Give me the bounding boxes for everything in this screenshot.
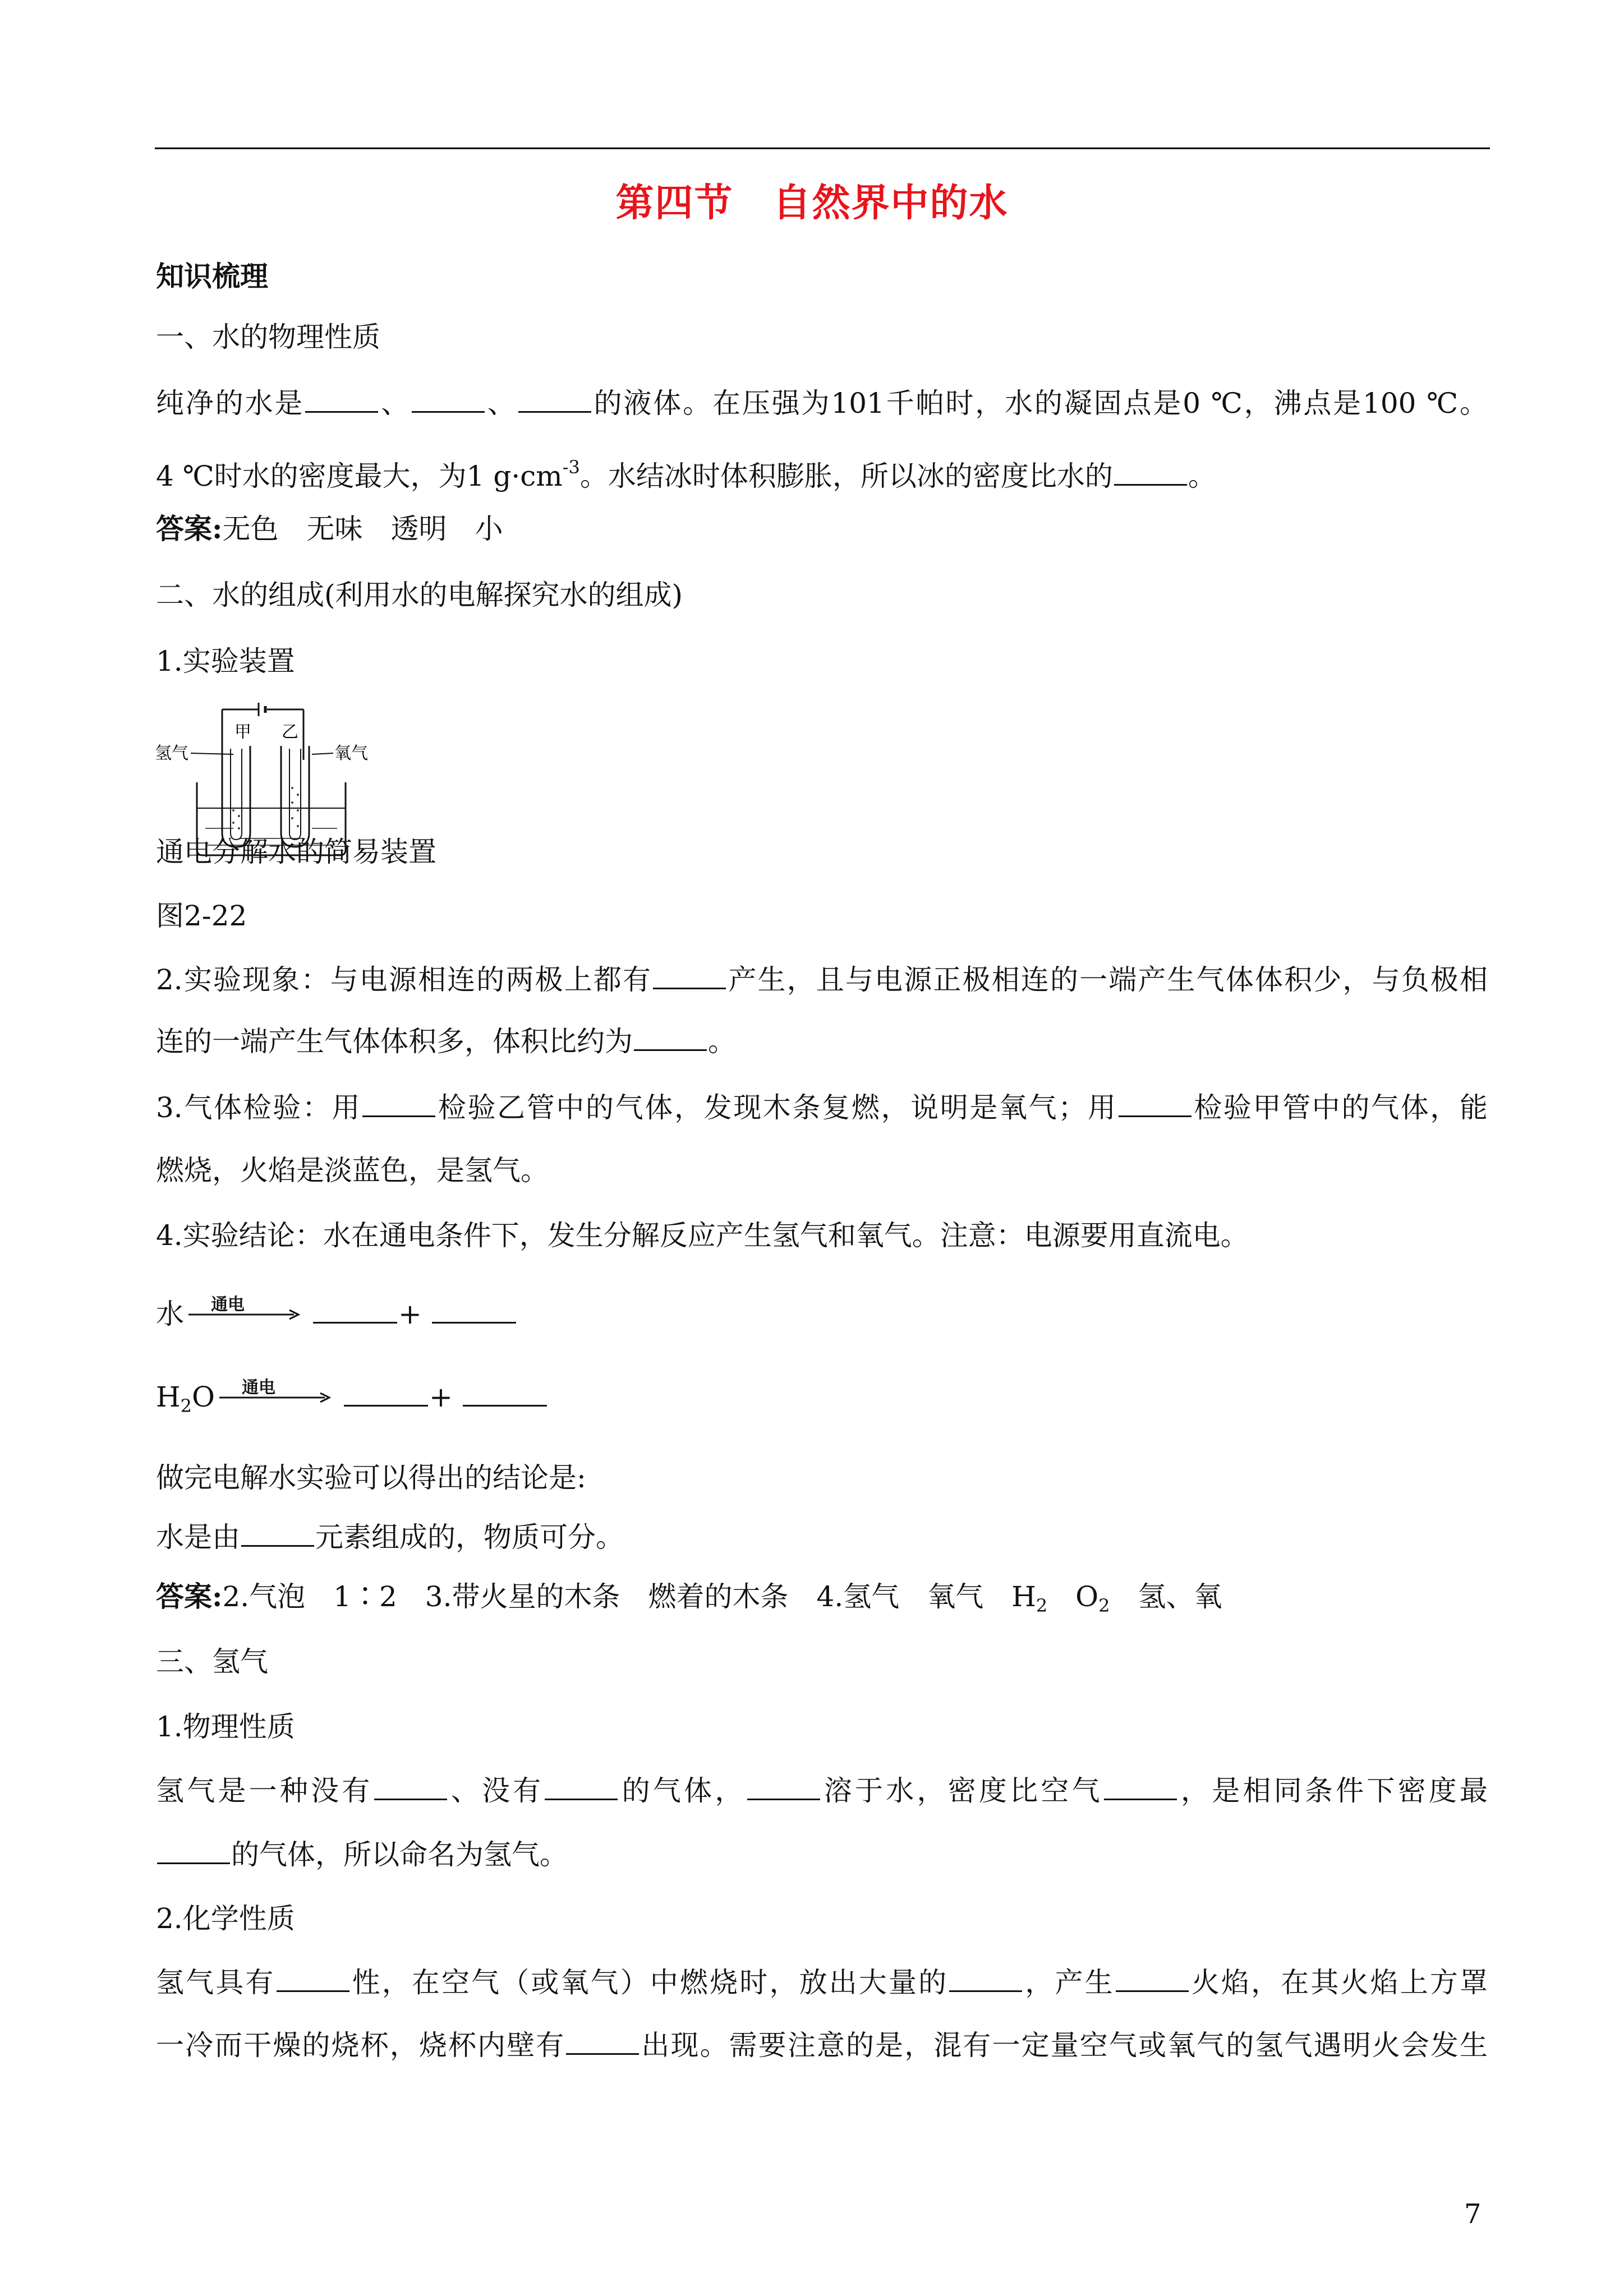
section-title-text: 自然界中的水 xyxy=(772,181,1009,225)
s1-l2-sup: -3 xyxy=(562,457,580,478)
s2-item2-text-b: 产生，且与电源正极相连的一端产生气体体积少，与负极相 xyxy=(727,963,1488,996)
conclusion-intro: 做完电解水实验可以得出的结论是: xyxy=(156,1461,586,1494)
section-title-number: 第四节 xyxy=(615,181,734,225)
conclusion xyxy=(156,1520,624,1555)
s1-line1 xyxy=(156,386,1488,421)
s1-line2 xyxy=(156,450,1216,494)
conclusion-text-b: 元素组成的，物质可分。 xyxy=(315,1521,624,1553)
s2-answer-a: 2.气泡 1∶2 3.带火星的木条 燃着的木条 4.氢气 氧气 H xyxy=(222,1580,1036,1613)
s3-p3-b: 性，在空气（或氧气）中燃烧时，放出大量的 xyxy=(350,1966,949,1999)
s3-p2 xyxy=(156,1837,568,1872)
fill-blank[interactable] xyxy=(305,408,378,413)
figure-caption: 通电分解水的简易装置 xyxy=(156,836,436,868)
fill-blank[interactable] xyxy=(1116,1987,1189,1992)
s3-p1-e: ，是相同条件下密度最 xyxy=(1177,1774,1488,1807)
chemical-equation xyxy=(156,1380,548,1423)
eq-condition: 通电 xyxy=(211,1295,245,1315)
s2-item4: 4.实验结论：水在通电条件下，发生分解反应产生氢气和氧气。注意：电源要用直流电。 xyxy=(156,1219,1249,1252)
fill-blank[interactable] xyxy=(463,1401,547,1407)
s1-l2-text-b: 。水结冰时体积膨胀，所以冰的密度比水的 xyxy=(579,460,1113,492)
s1-l1-text-a: 纯净的水是 xyxy=(156,387,305,419)
fill-blank[interactable] xyxy=(1114,481,1187,486)
reaction-arrow xyxy=(188,1297,301,1331)
s1-answer xyxy=(156,511,503,546)
fill-blank[interactable] xyxy=(949,1987,1022,1992)
s1-l1-sep2: 、 xyxy=(486,387,517,419)
page-number: 7 xyxy=(1464,2198,1482,2230)
s2-item2-text-c: 连的一端产生气体体积多，体积比约为 xyxy=(156,1025,633,1058)
fill-blank[interactable] xyxy=(747,1795,820,1800)
s3-p4-a: 一冷而干燥的烧杯，烧杯内壁有 xyxy=(156,2029,565,2062)
s2-item2-text-a: 2.实验现象：与电源相连的两极上都有 xyxy=(156,963,652,996)
s2-answer-c: 氢、氧 xyxy=(1110,1580,1222,1613)
fill-blank[interactable] xyxy=(432,1318,516,1324)
s2-item3-text-c: 检验甲管中的气体，能 xyxy=(1192,1091,1488,1124)
s3-p1-b: 、没有 xyxy=(448,1774,544,1807)
s2-answer-sub2: 2 xyxy=(1098,1595,1110,1616)
s2-item2-line1 xyxy=(156,962,1488,997)
s2-heading: 二、水的组成(利用水的电解探究水的组成) xyxy=(156,579,683,611)
s3-p2-b: 的气体，所以命名为氢气。 xyxy=(231,1838,568,1871)
s3-p3-d: 火焰，在其火焰上方罩 xyxy=(1189,1966,1488,1999)
answer-label: 答案: xyxy=(156,512,223,545)
fill-blank[interactable] xyxy=(1119,1112,1191,1117)
word-equation xyxy=(156,1297,517,1331)
s2-answer-sub1: 2 xyxy=(1036,1595,1048,1616)
section-title xyxy=(0,173,1624,227)
fill-blank[interactable] xyxy=(412,408,485,413)
fill-blank[interactable] xyxy=(344,1401,428,1407)
s2-item2-end: 。 xyxy=(708,1025,736,1058)
s2-item3-text-b: 检验乙管中的气体，发现木条复燃，说明是氧气；用 xyxy=(436,1091,1117,1124)
fill-blank[interactable] xyxy=(634,1046,707,1051)
eq2-plus: + xyxy=(429,1381,453,1413)
s1-answer-text: 无色 无味 透明 小 xyxy=(222,513,503,545)
s3-heading: 三、氢气 xyxy=(156,1645,268,1678)
s3-item2: 2.化学性质 xyxy=(156,1902,295,1935)
s2-item3-line1 xyxy=(156,1090,1488,1125)
fill-blank[interactable] xyxy=(313,1318,397,1324)
s1-heading: 一、水的物理性质 xyxy=(156,321,380,353)
s1-l2-text-a: 4 ℃时水的密度最大，为1 g·cm xyxy=(156,460,563,492)
eq2-o: O xyxy=(191,1381,215,1413)
tube-a-label: 甲 xyxy=(234,722,251,742)
figure-number: 图2-22 xyxy=(156,900,247,932)
oxygen-label: 氧气 xyxy=(334,744,368,763)
header-rule xyxy=(155,147,1490,149)
s3-p1-c: 的气体， xyxy=(619,1774,746,1807)
s2-answer-b: O xyxy=(1047,1580,1099,1613)
conclusion-text-a: 水是由 xyxy=(156,1521,240,1553)
fill-blank[interactable] xyxy=(277,1987,349,1992)
s1-l1-sep1: 、 xyxy=(379,387,411,419)
fill-blank[interactable] xyxy=(653,984,726,989)
s2-item3-line2: 燃烧，火焰是淡蓝色，是氢气。 xyxy=(156,1154,549,1187)
s3-p4 xyxy=(156,2028,1488,2063)
eq1-lhs: 水 xyxy=(156,1298,184,1330)
fill-blank[interactable] xyxy=(545,1795,618,1800)
s3-p1-a: 氢气是一种没有 xyxy=(156,1774,373,1807)
s3-p1 xyxy=(156,1773,1488,1808)
fill-blank[interactable] xyxy=(1104,1795,1177,1800)
fill-blank[interactable] xyxy=(566,2050,639,2055)
fill-blank[interactable] xyxy=(518,408,591,413)
fill-blank[interactable] xyxy=(241,1542,314,1547)
knowledge-heading: 知识梳理 xyxy=(156,260,268,293)
eq1-plus: + xyxy=(398,1298,422,1330)
s3-p4-b: 出现。需要注意的是，混有一定量空气或氧气的氢气遇明火会发生 xyxy=(640,2029,1488,2062)
eq-condition: 通电 xyxy=(241,1378,275,1398)
s3-p3-c: ，产生 xyxy=(1023,1966,1115,1999)
tube-b-label: 乙 xyxy=(282,722,298,742)
eq2-sub: 2 xyxy=(180,1395,192,1417)
eq2-h: H xyxy=(156,1381,181,1413)
fill-blank[interactable] xyxy=(157,1859,230,1864)
fill-blank[interactable] xyxy=(374,1795,447,1800)
answer-label: 答案: xyxy=(156,1580,223,1613)
s3-p1-d: 溶于水，密度比空气 xyxy=(821,1774,1103,1807)
s1-l1-text-b: 的液体。在压强为101千帕时，水的凝固点是0 ℃，沸点是100 ℃。 xyxy=(592,387,1488,419)
s2-answer xyxy=(156,1579,1222,1623)
s1-l2-end: 。 xyxy=(1188,460,1216,492)
s3-item1: 1.物理性质 xyxy=(156,1711,295,1743)
s2-item1: 1.实验装置 xyxy=(156,645,295,677)
s3-p3-a: 氢气具有 xyxy=(156,1966,275,1999)
hydrogen-label: 氢气 xyxy=(155,744,188,763)
s3-p3 xyxy=(156,1965,1488,2000)
reaction-arrow xyxy=(219,1380,332,1414)
s2-item2-line2 xyxy=(156,1024,736,1059)
s2-item3-text-a: 3.气体检验：用 xyxy=(156,1091,362,1124)
fill-blank[interactable] xyxy=(362,1112,435,1117)
